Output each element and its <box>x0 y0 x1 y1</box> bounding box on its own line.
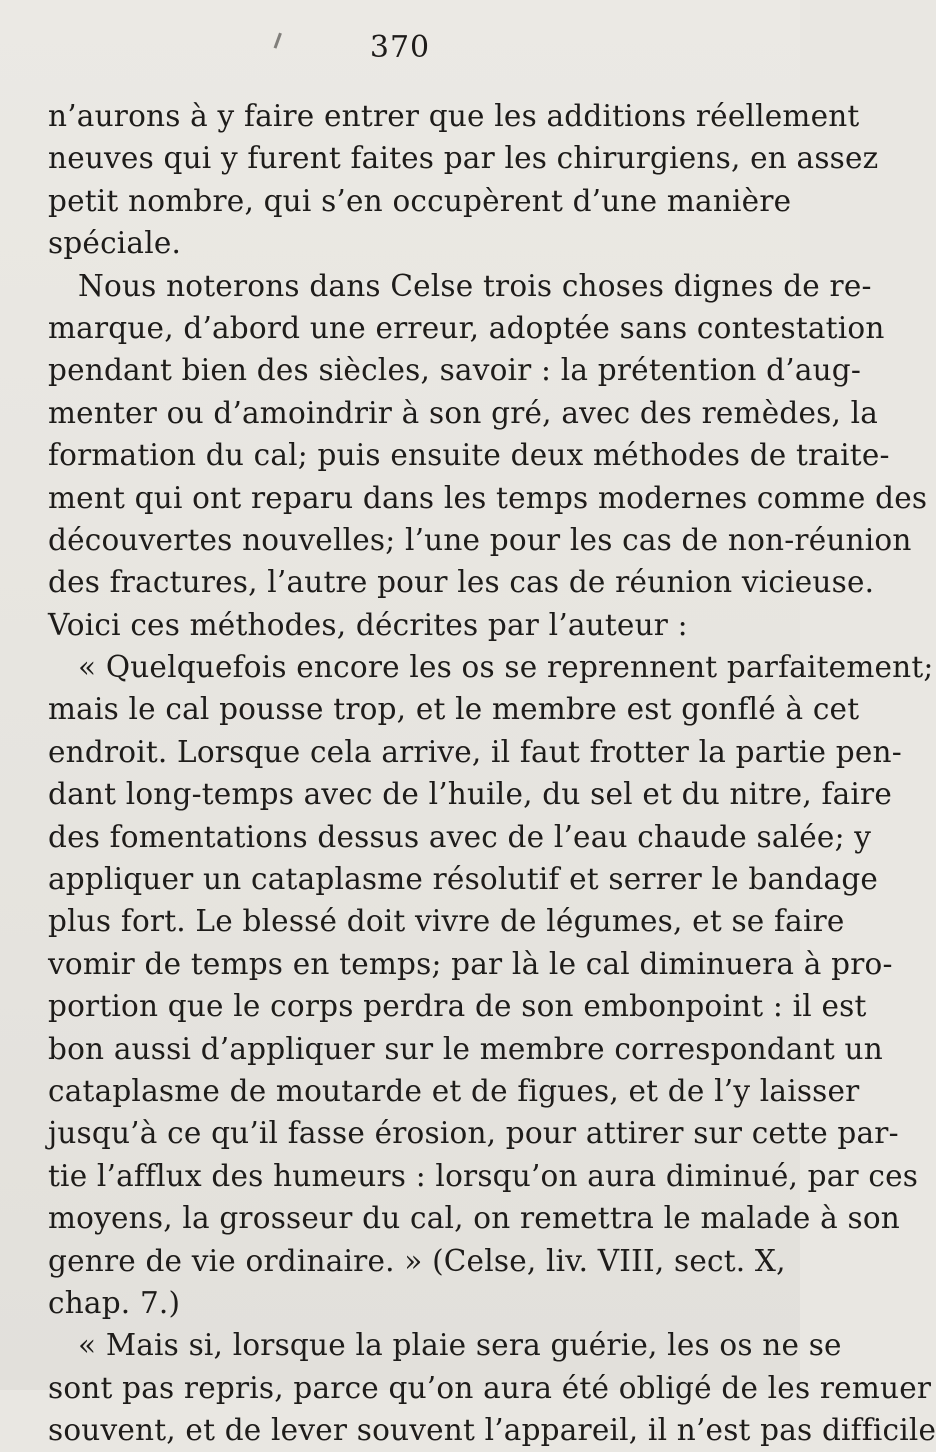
text-line: jusqu’à ce qu’il fasse érosion, pour attirer sur cette par- <box>48 1116 899 1151</box>
text-line: neuves qui y furent faites par les chirurgiens, en assez <box>48 141 879 176</box>
text-line: souvent, et de lever souvent l’appareil, il n’est pas difficile <box>48 1413 936 1448</box>
text-line: Nous noterons dans Celse trois choses dignes de re- <box>78 268 872 303</box>
text-line: endroit. Lorsque cela arrive, il faut frotter la partie pen- <box>48 734 902 769</box>
page-number: 370 <box>369 30 431 65</box>
text-line: Voici ces méthodes, décrites par l’auteur : <box>48 607 688 642</box>
body-text <box>48 95 936 1452</box>
text-line: « Mais si, lorsque la plaie sera guérie, les os ne se <box>78 1328 842 1363</box>
text-line: genre de vie ordinaire. » (Celse, liv. VIII, sect. X, <box>48 1243 786 1278</box>
text-line: portion que le corps perdra de son embonpoint : il est <box>48 989 867 1024</box>
text-line: bon aussi d’appliquer sur le membre correspondant un <box>48 1031 883 1066</box>
text-line: des fractures, l’autre pour les cas de réunion vicieuse. <box>48 565 875 600</box>
text-line: petit nombre, qui s’en occupèrent d’une manière <box>48 183 792 218</box>
text-line: pendant bien des siècles, savoir : la prétention d’aug- <box>48 353 862 388</box>
text-line: tie l’afflux des humeurs : lorsqu’on aura diminué, par ces <box>48 1158 919 1193</box>
text-line: spéciale. <box>48 226 182 261</box>
text-line: plus fort. Le blessé doit vivre de légumes, et se faire <box>48 904 845 939</box>
text-line: cataplasme de moutarde et de figues, et de l’y laisser <box>48 1073 860 1108</box>
text-line: chap. 7.) <box>48 1285 181 1320</box>
text-line: dant long-temps avec de l’huile, du sel et du nitre, faire <box>48 777 892 812</box>
text-line: vomir de temps en temps; par là le cal diminuera à pro- <box>48 946 893 981</box>
text-line: sont pas repris, parce qu’on aura été obligé de les remuer <box>48 1370 932 1405</box>
text-line: menter ou d’amoindrir à son gré, avec des remèdes, la <box>48 395 879 430</box>
text-line: découvertes nouvelles; l’une pour les cas de non-réunion <box>48 522 912 557</box>
text-line: formation du cal; puis ensuite deux méthodes de traite- <box>48 438 890 473</box>
text-line: « Quelquefois encore les os se reprennent parfaitement; <box>78 650 934 685</box>
text-line: n’aurons à y faire entrer que les additions réellement <box>48 99 860 133</box>
text-line: moyens, la grosseur du cal, on remettra le malade à son <box>48 1201 901 1236</box>
text-line: mais le cal pousse trop, et le membre est gonflé à cet <box>48 692 860 727</box>
text-line: des fomentations dessus avec de l’eau chaude salée; y <box>48 819 872 854</box>
text-line: marque, d’abord une erreur, adoptée sans contestation <box>48 310 885 345</box>
text-line: appliquer un cataplasme résolutif et serrer le bandage <box>48 862 879 897</box>
text-line: ment qui ont reparu dans les temps modernes comme des <box>48 480 928 515</box>
